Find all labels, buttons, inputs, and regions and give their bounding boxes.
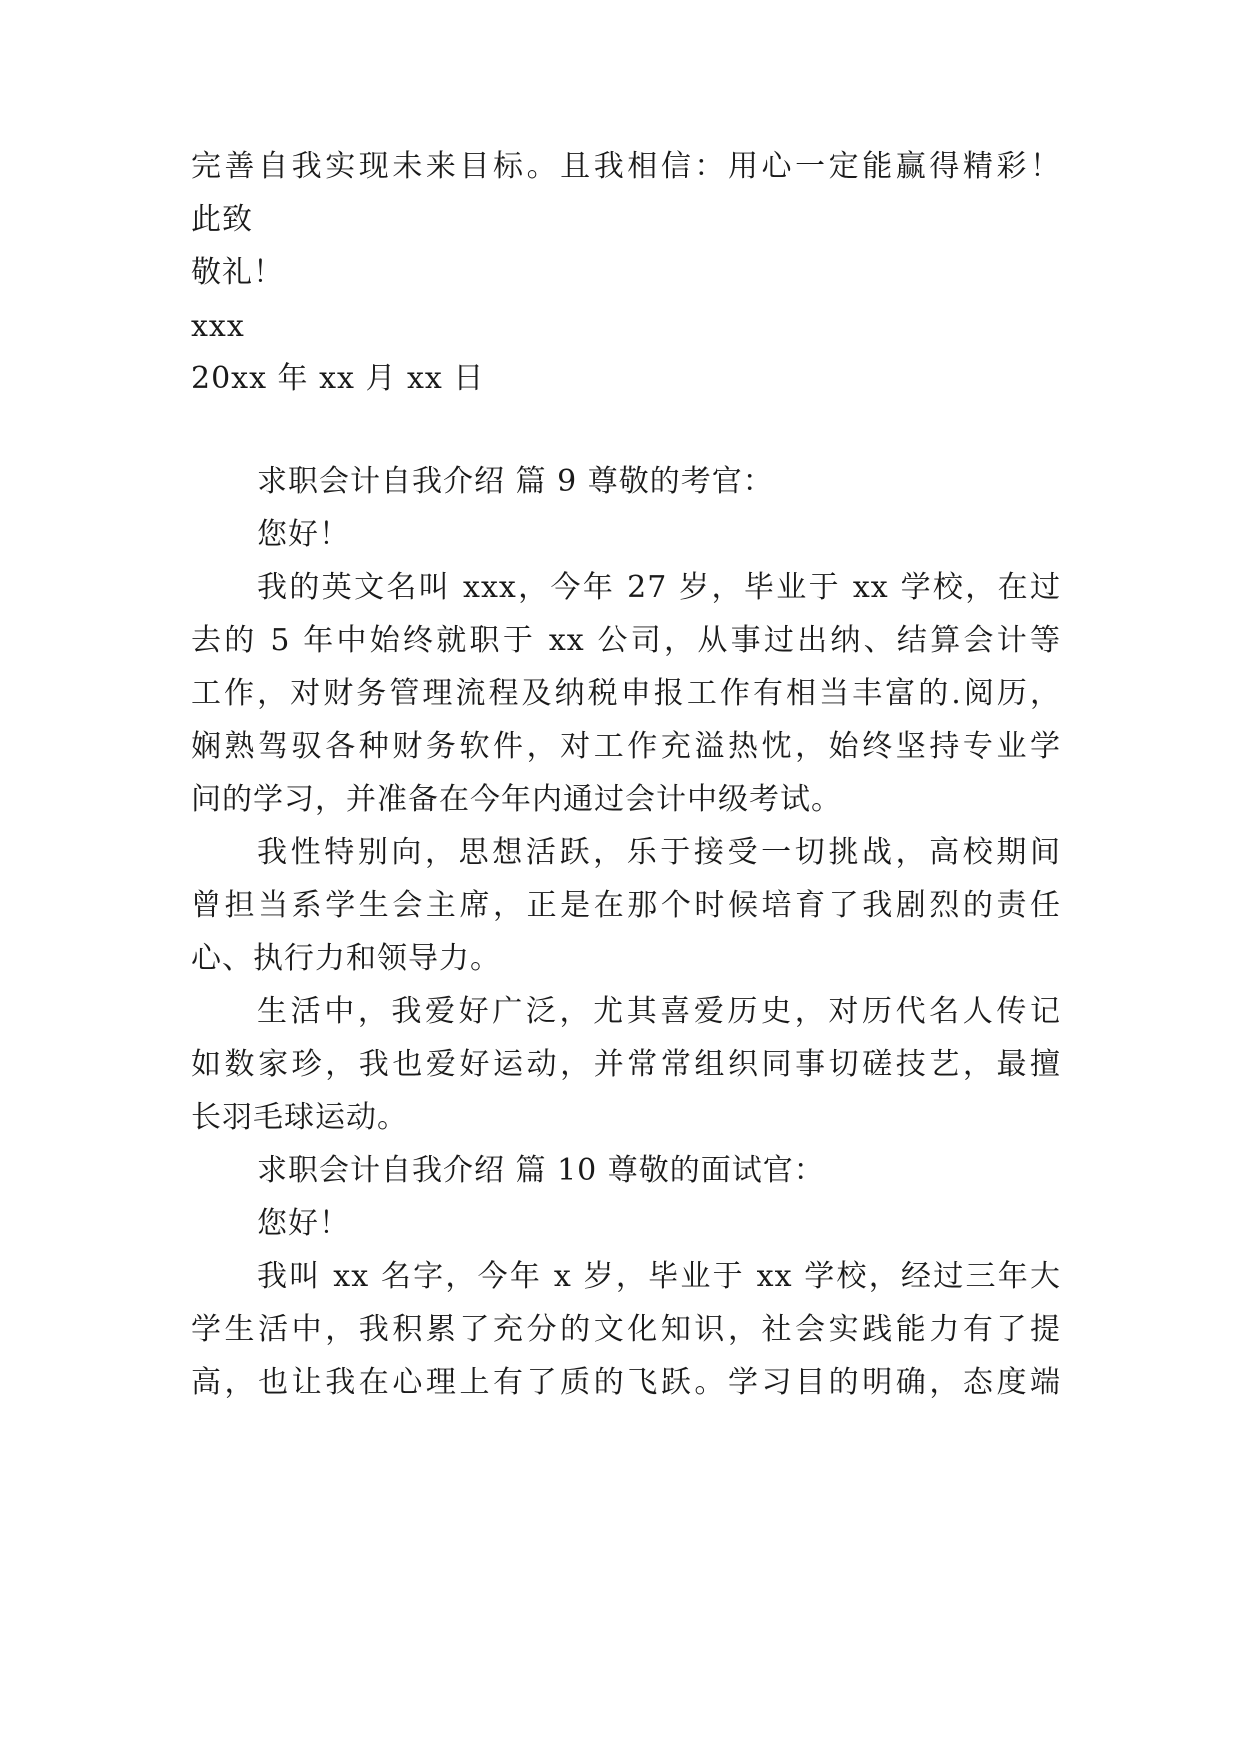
section9-paragraph1-line: 去的 5 年中始终就职于 xx 公司，从事过出纳、结算会计等: [191, 623, 1061, 658]
section9-paragraph1-line: 我的英文名叫 xxx，今年 27 岁，毕业于 xx 学校，在过: [257, 570, 1061, 605]
section9-paragraph2-line: 曾担当系学生会主席，正是在那个时候培育了我剧烈的责任: [191, 888, 1061, 923]
section9-paragraph1-line: 工作，对财务管理流程及纳税申报工作有相当丰富的.阅历，: [191, 676, 1061, 711]
closing-signature: xxx: [191, 309, 245, 344]
section10-heading: 求职会计自我介绍 篇 10 尊敬的面试官：: [257, 1153, 825, 1188]
section9-paragraph3-line: 长羽毛球运动。: [191, 1100, 408, 1135]
section10-paragraph1-line: 我叫 xx 名字，今年 x 岁，毕业于 xx 学校，经过三年大: [257, 1259, 1061, 1294]
section9-paragraph1-line: 问的学习，并准备在今年内通过会计中级考试。: [191, 782, 842, 817]
section10-paragraph1-line: 学生活中，我积累了充分的文化知识，社会实践能力有了提: [191, 1312, 1061, 1347]
section9-paragraph1-line: 娴熟驾驭各种财务软件，对工作充溢热忱，始终坚持专业学: [191, 729, 1061, 764]
closing-salutation: 此致: [191, 202, 253, 237]
closing-date: 20xx 年 xx 月 xx 日: [191, 361, 485, 396]
closing-regards: 敬礼！: [191, 255, 284, 290]
section9-paragraph3-line: 如数家珍，我也爱好运动，并常常组织同事切磋技艺，最擅: [191, 1047, 1061, 1082]
section9-greeting: 您好！: [257, 517, 350, 552]
section9-heading: 求职会计自我介绍 篇 9 尊敬的考官：: [257, 464, 774, 499]
section9-paragraph3-line: 生活中，我爱好广泛，尤其喜爱历史，对历代名人传记: [257, 994, 1061, 1029]
section10-paragraph1-line: 高，也让我在心理上有了质的飞跃。学习目的明确，态度端: [191, 1365, 1061, 1400]
closing-line: 完善自我实现未来目标。且我相信：用心一定能赢得精彩！: [191, 149, 1061, 184]
section9-paragraph2-line: 心、执行力和领导力。: [191, 941, 501, 976]
section9-paragraph2-line: 我性特别向，思想活跃，乐于接受一切挑战，高校期间: [257, 835, 1061, 870]
section10-greeting: 您好！: [257, 1206, 350, 1241]
